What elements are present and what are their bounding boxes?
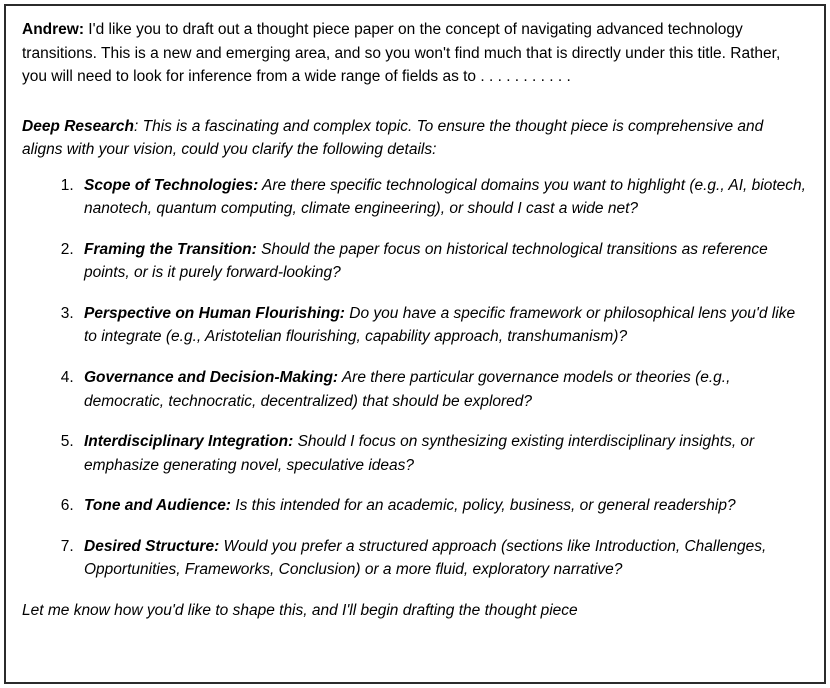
question-title: Tone and Audience:	[84, 497, 231, 515]
list-item	[78, 366, 808, 413]
question-title: Governance and Decision-Making:	[84, 369, 339, 387]
question-title: Scope of Technologies:	[84, 176, 259, 194]
assistant-speaker-label: Deep Research	[22, 117, 135, 135]
question-body: Are there particular governance models or theories (e.g., democratic, technocratic, decentralized) that should be explored?	[84, 369, 731, 410]
list-item	[78, 535, 808, 582]
closing-line: Let me know how you'd like to shape this, and I'll begin drafting the thought piece	[22, 601, 578, 619]
list-item	[78, 494, 808, 518]
question-body: Is this intended for an academic, policy, business, or general readership?	[230, 497, 736, 515]
list-item	[78, 302, 808, 349]
question-body: Should I focus on synthesizing existing interdisciplinary insights, or emphasize generating novel, speculative ideas?	[84, 433, 755, 474]
question-title: Framing the Transition:	[84, 240, 257, 258]
list-item	[78, 430, 808, 477]
question-body: Are there specific technological domains you want to highlight (e.g., AI, biotech, nanotech, quantum computing, climate engineering), or should I cast a wide net?	[84, 176, 806, 218]
clarifying-questions-list	[22, 174, 808, 582]
assistant-message	[22, 115, 808, 162]
assistant-message-text: : This is a fascinating and complex topic. To ensure the thought piece is comprehensive and aligns with your vision, could you clarify the following details:	[22, 117, 764, 159]
question-title: Desired Structure:	[84, 537, 220, 555]
question-title: Perspective on Human Flourishing:	[84, 304, 345, 322]
user-message	[22, 18, 808, 89]
question-title: Interdisciplinary Integration:	[84, 433, 294, 451]
user-speaker-label: Andrew:	[22, 21, 84, 38]
question-body: Do you have a specific framework or philosophical lens you'd like to integrate (e.g., Aristotelian flourishing, capability approach, transhumanism)?	[84, 304, 796, 346]
question-body: Should the paper focus on historical technological transitions as reference points, or is it purely forward-looking?	[84, 240, 768, 282]
list-item	[78, 174, 808, 221]
user-message-text: I'd like you to draft out a thought piece paper on the concept of navigating advanced technology transitions. This is a new and emerging area, and so you won't find much that is directly under this title. Rather, you will need to look for inference from a wide range of fields as to . . . . . . . . . . .	[22, 21, 781, 86]
question-body: Would you prefer a structured approach (sections like Introduction, Challenges, Opportunities, Frameworks, Conclusion) or a more fluid, exploratory narrative?	[84, 537, 767, 579]
conversation-frame	[4, 4, 826, 684]
list-item	[78, 238, 808, 285]
